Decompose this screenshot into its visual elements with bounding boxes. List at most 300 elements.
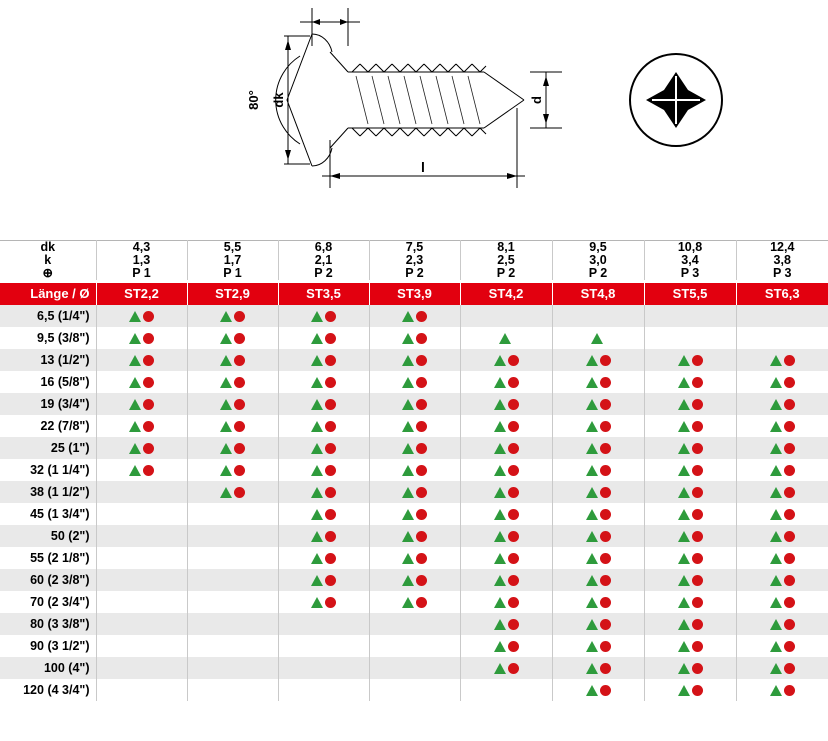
triangle-icon bbox=[770, 443, 782, 454]
triangle-icon bbox=[678, 531, 690, 542]
size-header[interactable]: ST2,9 bbox=[187, 283, 278, 305]
availability-cell bbox=[644, 635, 736, 657]
availability-cell bbox=[736, 305, 828, 327]
availability-cell bbox=[644, 327, 736, 349]
circle-icon bbox=[600, 443, 611, 454]
circle-icon bbox=[416, 465, 427, 476]
availability-cell bbox=[460, 569, 552, 591]
circle-icon bbox=[234, 311, 245, 322]
availability-marks bbox=[311, 399, 336, 410]
circle-icon bbox=[692, 597, 703, 608]
availability-marks bbox=[494, 377, 519, 388]
availability-cell bbox=[460, 591, 552, 613]
length-cell: 100 (4") bbox=[0, 657, 96, 679]
circle-icon bbox=[784, 355, 795, 366]
triangle-icon bbox=[586, 575, 598, 586]
circle-icon bbox=[508, 531, 519, 542]
circle-icon bbox=[508, 663, 519, 674]
length-cell: 70 (2 3/4") bbox=[0, 591, 96, 613]
circle-icon bbox=[416, 553, 427, 564]
table-row bbox=[0, 635, 828, 657]
availability-cell bbox=[187, 415, 278, 437]
availability-cell bbox=[369, 613, 460, 635]
circle-icon bbox=[692, 465, 703, 476]
availability-cell bbox=[278, 415, 369, 437]
availability-marks bbox=[586, 619, 611, 630]
availability-cell bbox=[187, 657, 278, 679]
availability-cell bbox=[369, 459, 460, 481]
triangle-icon bbox=[678, 465, 690, 476]
availability-cell bbox=[96, 393, 187, 415]
triangle-icon bbox=[770, 619, 782, 630]
circle-icon bbox=[784, 553, 795, 564]
availability-marks bbox=[586, 663, 611, 674]
circle-icon bbox=[325, 443, 336, 454]
triangle-icon bbox=[494, 487, 506, 498]
availability-marks bbox=[311, 311, 336, 322]
availability-marks bbox=[586, 509, 611, 520]
availability-marks bbox=[494, 619, 519, 630]
length-cell: 22 (7/8") bbox=[0, 415, 96, 437]
circle-icon bbox=[600, 619, 611, 630]
availability-marks bbox=[129, 311, 154, 322]
availability-cell bbox=[460, 635, 552, 657]
circle-icon bbox=[416, 333, 427, 344]
circle-icon bbox=[784, 465, 795, 476]
triangle-icon bbox=[586, 443, 598, 454]
length-cell: 45 (1 3/4") bbox=[0, 503, 96, 525]
availability-cell bbox=[736, 437, 828, 459]
availability-marks bbox=[678, 465, 703, 476]
availability-marks bbox=[129, 399, 154, 410]
triangle-icon bbox=[220, 333, 232, 344]
triangle-icon bbox=[129, 421, 141, 432]
dk-dimension-row bbox=[0, 241, 828, 255]
k-value: 3,0 bbox=[552, 254, 644, 267]
availability-cell bbox=[278, 327, 369, 349]
availability-cell bbox=[96, 525, 187, 547]
k-value: 3,8 bbox=[736, 254, 828, 267]
availability-marks bbox=[129, 377, 154, 388]
triangle-icon bbox=[311, 465, 323, 476]
circle-icon bbox=[508, 553, 519, 564]
circle-icon bbox=[416, 443, 427, 454]
availability-cell bbox=[552, 679, 644, 701]
availability-cell bbox=[278, 437, 369, 459]
size-header[interactable]: ST4,8 bbox=[552, 283, 644, 305]
drive-value: P 2 bbox=[460, 267, 552, 280]
screw-size-table bbox=[0, 240, 828, 701]
circle-icon bbox=[416, 421, 427, 432]
triangle-icon bbox=[494, 597, 506, 608]
triangle-icon bbox=[494, 575, 506, 586]
circle-icon bbox=[692, 443, 703, 454]
availability-marks bbox=[678, 443, 703, 454]
availability-marks bbox=[586, 399, 611, 410]
svg-text:l: l bbox=[421, 159, 425, 175]
svg-text:d: d bbox=[529, 96, 544, 104]
availability-marks bbox=[770, 443, 795, 454]
availability-marks bbox=[586, 355, 611, 366]
availability-cell bbox=[187, 525, 278, 547]
screw-drawing-svg bbox=[0, 0, 828, 240]
availability-cell bbox=[736, 415, 828, 437]
availability-marks bbox=[129, 465, 154, 476]
circle-icon bbox=[600, 399, 611, 410]
availability-marks bbox=[220, 421, 245, 432]
availability-cell bbox=[369, 679, 460, 701]
availability-marks bbox=[678, 531, 703, 542]
circle-icon bbox=[143, 355, 154, 366]
circle-icon bbox=[784, 663, 795, 674]
triangle-icon bbox=[499, 333, 511, 344]
availability-marks bbox=[494, 443, 519, 454]
availability-marks bbox=[402, 355, 427, 366]
circle-icon bbox=[416, 597, 427, 608]
dk-value: 12,4 bbox=[736, 241, 828, 255]
availability-cell bbox=[369, 591, 460, 613]
table-row bbox=[0, 547, 828, 569]
circle-icon bbox=[234, 333, 245, 344]
availability-marks bbox=[129, 443, 154, 454]
availability-marks bbox=[494, 531, 519, 542]
circle-icon bbox=[416, 377, 427, 388]
triangle-icon bbox=[586, 355, 598, 366]
availability-cell bbox=[644, 349, 736, 371]
triangle-icon bbox=[678, 421, 690, 432]
triangle-icon bbox=[494, 399, 506, 410]
circle-icon bbox=[416, 355, 427, 366]
availability-cell bbox=[96, 459, 187, 481]
triangle-icon bbox=[311, 597, 323, 608]
circle-icon bbox=[325, 509, 336, 520]
availability-marks bbox=[402, 465, 427, 476]
dk-value: 4,3 bbox=[96, 241, 187, 255]
circle-icon bbox=[143, 465, 154, 476]
availability-marks bbox=[220, 311, 245, 322]
circle-icon bbox=[508, 575, 519, 586]
circle-icon bbox=[600, 509, 611, 520]
availability-cell bbox=[187, 635, 278, 657]
drive-value: P 3 bbox=[644, 267, 736, 280]
size-header[interactable]: ST3,9 bbox=[369, 283, 460, 305]
availability-marks bbox=[494, 487, 519, 498]
availability-cell bbox=[278, 503, 369, 525]
length-cell: 9,5 (3/8") bbox=[0, 327, 96, 349]
triangle-icon bbox=[402, 399, 414, 410]
table-row bbox=[0, 657, 828, 679]
availability-cell bbox=[96, 481, 187, 503]
circle-icon bbox=[784, 531, 795, 542]
availability-cell bbox=[644, 393, 736, 415]
drive-value: P 1 bbox=[187, 267, 278, 280]
availability-marks bbox=[770, 509, 795, 520]
availability-cell bbox=[644, 481, 736, 503]
size-header[interactable]: ST3,5 bbox=[278, 283, 369, 305]
size-header[interactable]: ST2,2 bbox=[96, 283, 187, 305]
availability-cell bbox=[552, 569, 644, 591]
availability-marks bbox=[770, 531, 795, 542]
circle-icon bbox=[143, 377, 154, 388]
triangle-icon bbox=[770, 597, 782, 608]
circle-icon bbox=[784, 641, 795, 652]
availability-cell bbox=[460, 547, 552, 569]
availability-marks bbox=[402, 377, 427, 388]
availability-marks bbox=[402, 553, 427, 564]
availability-cell bbox=[736, 371, 828, 393]
availability-cell bbox=[187, 547, 278, 569]
availability-cell bbox=[369, 547, 460, 569]
availability-marks bbox=[586, 597, 611, 608]
availability-cell bbox=[736, 547, 828, 569]
availability-marks bbox=[678, 553, 703, 564]
triangle-icon bbox=[678, 553, 690, 564]
circle-icon bbox=[692, 641, 703, 652]
availability-cell bbox=[460, 525, 552, 547]
circle-icon bbox=[600, 487, 611, 498]
triangle-icon bbox=[311, 355, 323, 366]
length-cell: 80 (3 3/8") bbox=[0, 613, 96, 635]
triangle-icon bbox=[770, 355, 782, 366]
table-row bbox=[0, 459, 828, 481]
availability-cell bbox=[644, 305, 736, 327]
availability-marks bbox=[220, 487, 245, 498]
circle-icon bbox=[234, 355, 245, 366]
availability-cell bbox=[369, 481, 460, 503]
triangle-icon bbox=[678, 509, 690, 520]
drive-value: P 2 bbox=[552, 267, 644, 280]
triangle-icon bbox=[311, 443, 323, 454]
triangle-icon bbox=[586, 619, 598, 630]
circle-icon bbox=[692, 355, 703, 366]
availability-cell bbox=[736, 613, 828, 635]
triangle-icon bbox=[770, 663, 782, 674]
availability-marks bbox=[494, 597, 519, 608]
availability-cell bbox=[460, 371, 552, 393]
availability-cell bbox=[460, 327, 552, 349]
table-row bbox=[0, 349, 828, 371]
triangle-icon bbox=[311, 575, 323, 586]
availability-cell bbox=[187, 591, 278, 613]
availability-cell bbox=[460, 679, 552, 701]
availability-cell bbox=[736, 657, 828, 679]
triangle-icon bbox=[402, 575, 414, 586]
availability-marks bbox=[678, 487, 703, 498]
triangle-icon bbox=[402, 355, 414, 366]
availability-cell bbox=[369, 635, 460, 657]
availability-cell bbox=[644, 503, 736, 525]
triangle-icon bbox=[402, 487, 414, 498]
triangle-icon bbox=[770, 575, 782, 586]
availability-marks bbox=[402, 487, 427, 498]
availability-marks bbox=[770, 685, 795, 696]
k-value: 3,4 bbox=[644, 254, 736, 267]
availability-cell bbox=[644, 371, 736, 393]
availability-marks bbox=[311, 531, 336, 542]
availability-marks bbox=[311, 509, 336, 520]
length-cell: 25 (1") bbox=[0, 437, 96, 459]
circle-icon bbox=[508, 619, 519, 630]
circle-icon bbox=[508, 597, 519, 608]
circle-icon bbox=[234, 443, 245, 454]
circle-icon bbox=[784, 487, 795, 498]
triangle-icon bbox=[402, 311, 414, 322]
length-cell: 32 (1 1/4") bbox=[0, 459, 96, 481]
triangle-icon bbox=[770, 685, 782, 696]
triangle-icon bbox=[678, 685, 690, 696]
availability-cell bbox=[96, 591, 187, 613]
drive-value: P 1 bbox=[96, 267, 187, 280]
circle-icon bbox=[600, 597, 611, 608]
circle-icon bbox=[784, 421, 795, 432]
availability-marks bbox=[311, 597, 336, 608]
availability-marks bbox=[586, 465, 611, 476]
dk-value: 7,5 bbox=[369, 241, 460, 255]
length-cell: 90 (3 1/2") bbox=[0, 635, 96, 657]
drive-row-label: ⊕ bbox=[42, 266, 53, 280]
circle-icon bbox=[508, 399, 519, 410]
availability-marks bbox=[586, 421, 611, 432]
circle-icon bbox=[600, 663, 611, 674]
availability-marks bbox=[770, 377, 795, 388]
availability-cell bbox=[644, 591, 736, 613]
availability-cell bbox=[369, 371, 460, 393]
availability-marks bbox=[770, 421, 795, 432]
availability-cell bbox=[736, 393, 828, 415]
availability-cell bbox=[460, 437, 552, 459]
availability-cell bbox=[644, 525, 736, 547]
availability-marks bbox=[311, 443, 336, 454]
triangle-icon bbox=[678, 355, 690, 366]
availability-marks bbox=[586, 377, 611, 388]
table-row bbox=[0, 525, 828, 547]
triangle-icon bbox=[220, 465, 232, 476]
availability-cell bbox=[96, 613, 187, 635]
triangle-icon bbox=[311, 399, 323, 410]
availability-cell bbox=[96, 371, 187, 393]
availability-cell bbox=[96, 547, 187, 569]
availability-cell bbox=[278, 613, 369, 635]
availability-marks bbox=[770, 553, 795, 564]
availability-cell bbox=[187, 327, 278, 349]
availability-cell bbox=[187, 613, 278, 635]
circle-icon bbox=[692, 509, 703, 520]
triangle-icon bbox=[494, 531, 506, 542]
triangle-icon bbox=[586, 685, 598, 696]
circle-icon bbox=[143, 333, 154, 344]
availability-cell bbox=[644, 613, 736, 635]
triangle-icon bbox=[311, 509, 323, 520]
availability-cell bbox=[552, 547, 644, 569]
circle-icon bbox=[508, 421, 519, 432]
circle-icon bbox=[508, 443, 519, 454]
size-header[interactable]: ST4,2 bbox=[460, 283, 552, 305]
availability-marks bbox=[770, 399, 795, 410]
circle-icon bbox=[325, 311, 336, 322]
availability-marks bbox=[678, 355, 703, 366]
availability-marks bbox=[402, 333, 427, 344]
availability-cell bbox=[278, 349, 369, 371]
circle-icon bbox=[325, 575, 336, 586]
availability-marks bbox=[678, 509, 703, 520]
circle-icon bbox=[600, 575, 611, 586]
circle-icon bbox=[416, 399, 427, 410]
availability-cell bbox=[552, 437, 644, 459]
circle-icon bbox=[325, 421, 336, 432]
triangle-icon bbox=[494, 355, 506, 366]
availability-marks bbox=[402, 399, 427, 410]
availability-cell bbox=[736, 481, 828, 503]
availability-marks bbox=[494, 421, 519, 432]
availability-cell bbox=[552, 591, 644, 613]
circle-icon bbox=[234, 377, 245, 388]
circle-icon bbox=[234, 465, 245, 476]
circle-icon bbox=[325, 377, 336, 388]
availability-cell bbox=[187, 503, 278, 525]
availability-cell bbox=[278, 481, 369, 503]
availability-cell bbox=[187, 349, 278, 371]
availability-cell bbox=[96, 437, 187, 459]
triangle-icon bbox=[770, 399, 782, 410]
availability-cell bbox=[96, 305, 187, 327]
availability-cell bbox=[552, 657, 644, 679]
triangle-icon bbox=[402, 465, 414, 476]
triangle-icon bbox=[586, 465, 598, 476]
circle-icon bbox=[692, 619, 703, 630]
availability-marks bbox=[586, 685, 611, 696]
availability-cell bbox=[278, 459, 369, 481]
triangle-icon bbox=[586, 399, 598, 410]
availability-marks bbox=[678, 685, 703, 696]
availability-marks bbox=[586, 487, 611, 498]
triangle-icon bbox=[678, 487, 690, 498]
triangle-icon bbox=[770, 377, 782, 388]
triangle-icon bbox=[586, 487, 598, 498]
circle-icon bbox=[600, 421, 611, 432]
triangle-icon bbox=[311, 531, 323, 542]
availability-marks bbox=[402, 575, 427, 586]
length-cell: 6,5 (1/4") bbox=[0, 305, 96, 327]
availability-cell bbox=[278, 525, 369, 547]
triangle-icon bbox=[402, 597, 414, 608]
circle-icon bbox=[692, 663, 703, 674]
size-header[interactable]: ST6,3 bbox=[736, 283, 828, 305]
availability-cell bbox=[460, 305, 552, 327]
availability-marks bbox=[586, 641, 611, 652]
circle-icon bbox=[692, 531, 703, 542]
availability-marks bbox=[402, 509, 427, 520]
triangle-icon bbox=[311, 377, 323, 388]
availability-marks bbox=[311, 465, 336, 476]
triangle-icon bbox=[586, 641, 598, 652]
availability-cell bbox=[369, 525, 460, 547]
availability-cell bbox=[736, 635, 828, 657]
size-header[interactable]: ST5,5 bbox=[644, 283, 736, 305]
availability-cell bbox=[736, 459, 828, 481]
circle-icon bbox=[784, 399, 795, 410]
triangle-icon bbox=[402, 333, 414, 344]
availability-cell bbox=[278, 657, 369, 679]
triangle-icon bbox=[586, 597, 598, 608]
triangle-icon bbox=[129, 399, 141, 410]
circle-icon bbox=[143, 443, 154, 454]
triangle-icon bbox=[494, 641, 506, 652]
availability-marks bbox=[678, 597, 703, 608]
availability-marks bbox=[770, 355, 795, 366]
availability-cell bbox=[187, 393, 278, 415]
availability-cell bbox=[369, 503, 460, 525]
availability-cell bbox=[552, 525, 644, 547]
